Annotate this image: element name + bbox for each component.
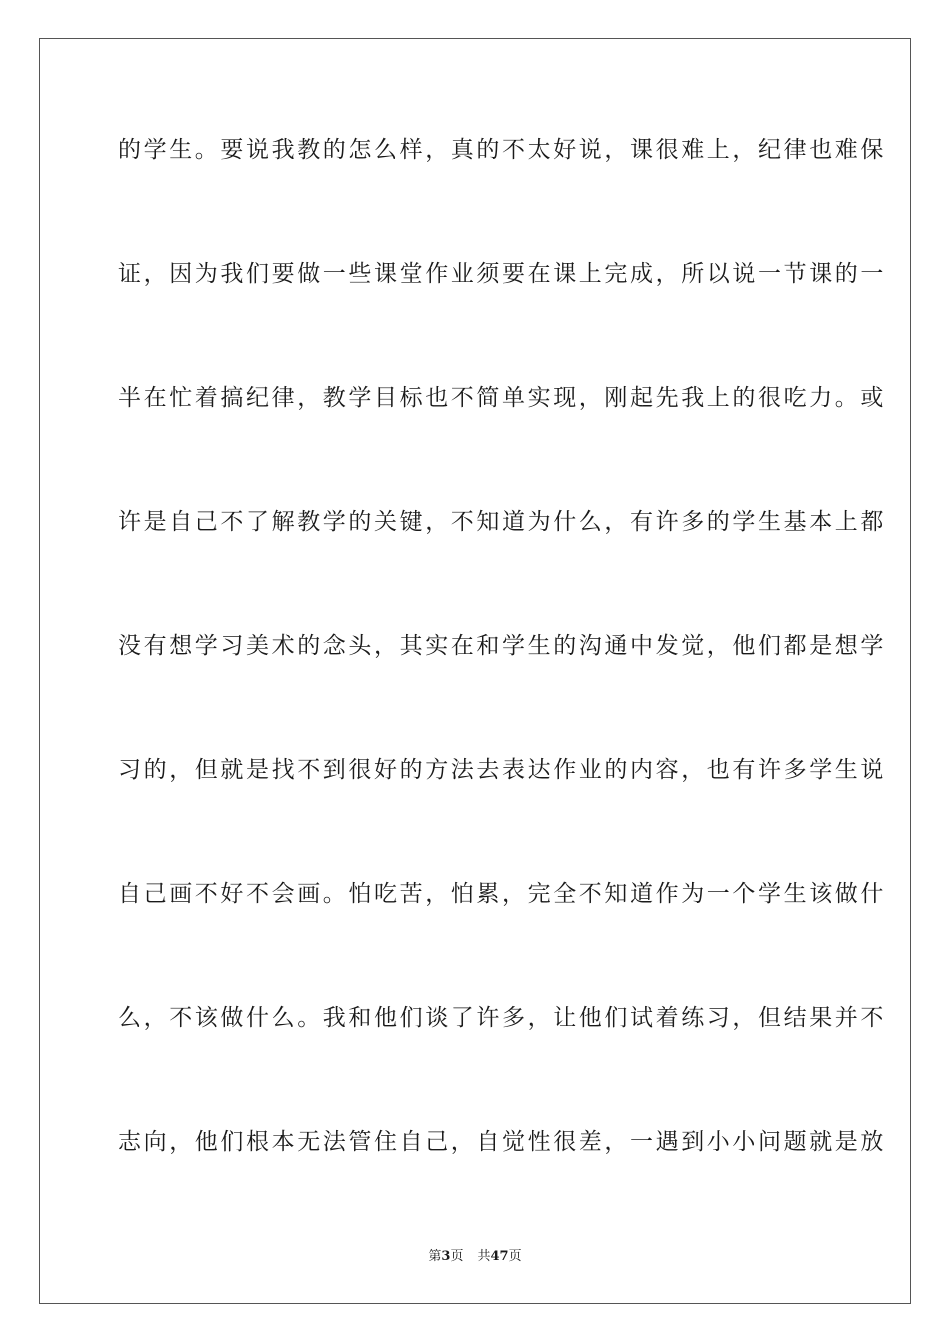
body-text-line: 自己画不好不会画。怕吃苦，怕累，完全不知道作为一个学生该做什 bbox=[118, 881, 886, 907]
total-pages-number: 47 bbox=[490, 1249, 509, 1264]
body-text-line: 半在忙着搞纪律，教学目标也不简单实现，刚起先我上的很吃力。或 bbox=[118, 385, 886, 411]
body-text-line: 没有想学习美术的念头，其实在和学生的沟通中发觉，他们都是想学 bbox=[118, 633, 886, 659]
page-border bbox=[39, 38, 911, 1304]
body-text-line: 志向，他们根本无法管住自己，自觉性很差，一遇到小小问题就是放 bbox=[118, 1129, 886, 1155]
footer-page-word: 页 bbox=[450, 1249, 464, 1264]
footer-total-prefix: 共 bbox=[477, 1249, 491, 1264]
body-text-line: 么，不该做什么。我和他们谈了许多，让他们试着练习，但结果并不 bbox=[118, 1005, 886, 1031]
current-page-number: 3 bbox=[441, 1249, 451, 1264]
body-text-line: 许是自己不了解教学的关键，不知道为什么，有许多的学生基本上都 bbox=[118, 509, 886, 535]
page-footer bbox=[0, 1247, 950, 1267]
footer-total-suffix: 页 bbox=[508, 1249, 522, 1264]
footer-prefix: 第 bbox=[428, 1249, 442, 1264]
body-text-line: 的学生。要说我教的怎么样，真的不太好说，课很难上，纪律也难保 bbox=[118, 137, 886, 163]
body-text-line: 证，因为我们要做一些课堂作业须要在课上完成，所以说一节课的一 bbox=[118, 261, 886, 287]
body-text-line: 习的，但就是找不到很好的方法去表达作业的内容，也有许多学生说 bbox=[118, 757, 886, 783]
